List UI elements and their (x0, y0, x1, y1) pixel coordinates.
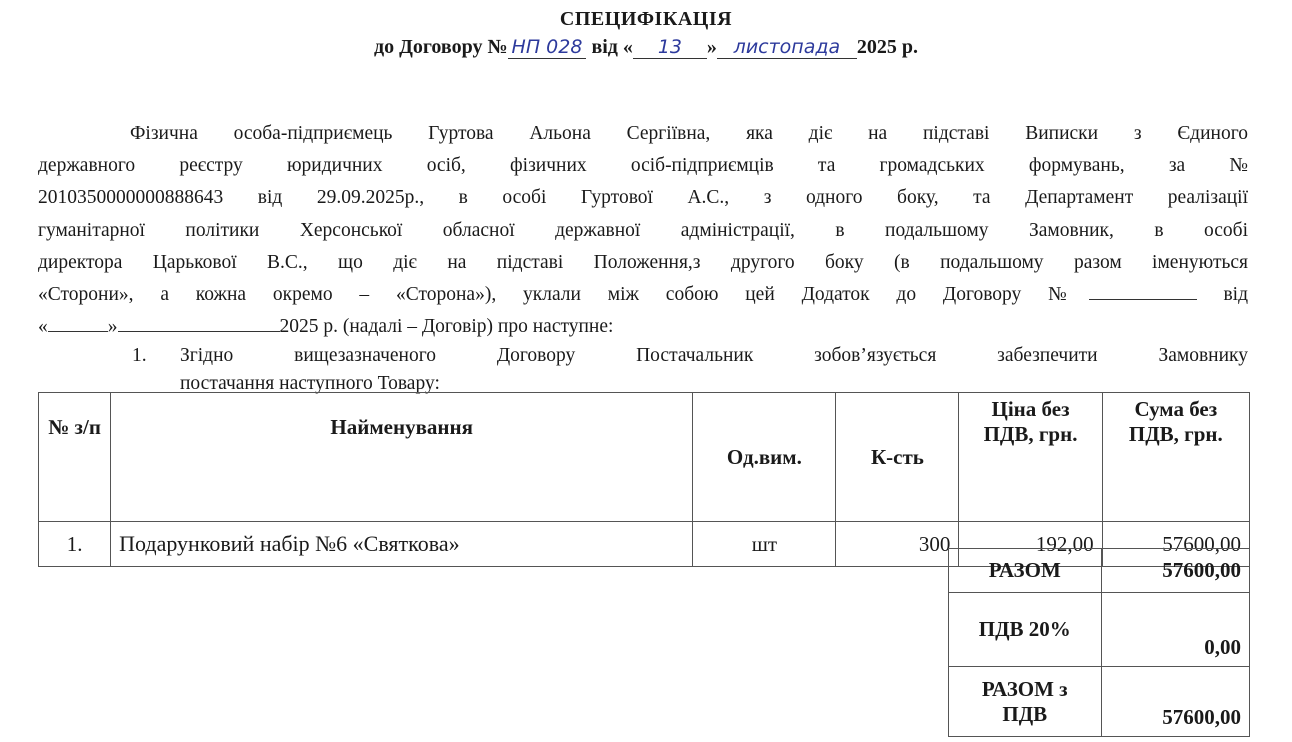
paragraph-line-text: Фізична особа-підприємець Гуртова Альона Сергіївна, яка діє на підставі Виписки з Єдиного (130, 123, 1248, 144)
subtitle-mid: від « (591, 36, 633, 58)
contract-number-handwritten: НП 028 (508, 36, 587, 59)
header-sum: Сума без ПДВ, грн. (1102, 393, 1249, 522)
paragraph-line (38, 118, 1248, 150)
cell-price: 192,00 (959, 522, 1102, 567)
total-row (949, 549, 1250, 593)
subtitle-suffix: 2025 р. (856, 36, 919, 58)
total-with-vat-row (949, 667, 1250, 737)
paragraph-line: директора Царькової В.С., що діє на підставі Положення,з другого боку (в подальшому разом іменуються (38, 251, 1248, 273)
blank-day (48, 313, 108, 332)
paragraph-line-text: 2025 р. (надалі – Договір) про наступне: (279, 316, 614, 338)
cell-unit: шт (693, 522, 836, 567)
paragraph-line: державного реєстру юридичних осіб, фізичних осіб-підприємців та громадських формувань, за № (38, 155, 1248, 177)
total-with-vat-label: РАЗОМ з ПДВ (949, 667, 1102, 737)
paragraph-line-text: «Сторони», а кожна окремо – «Сторона»), уклали між собою цей Додаток до Договору № (38, 284, 1089, 306)
header-unit: Од.вим. (693, 393, 836, 522)
cell-qty: 300 (836, 522, 959, 567)
paragraph-line (38, 279, 1248, 311)
cell-name: Подарунковий набір №6 «Святкова» (111, 522, 693, 567)
open-quote: « (38, 316, 48, 338)
header-name: Найменування (111, 393, 693, 522)
total-label: РАЗОМ (949, 549, 1102, 593)
paragraph-line: 2010350000000888643 від 29.09.2025р., в особі Гуртової А.С., з одного боку, та Департамент реалізації (38, 187, 1248, 209)
subtitle-prefix: до Договору № (373, 36, 508, 58)
blank-month (118, 313, 280, 332)
vat-row (949, 593, 1250, 667)
close-quote: » (107, 316, 118, 338)
clause-line: Згідно вищезазначеного Договору Постачальник зобов’язується забезпечити Замовнику (180, 345, 1248, 366)
cell-sum: 57600,00 (1102, 522, 1249, 567)
totals-table (948, 548, 1250, 737)
header-qty: К-сть (836, 393, 959, 522)
header-number: № з/п (39, 393, 111, 522)
document-title: СПЕЦИФІКАЦІЯ (559, 8, 733, 30)
preamble-paragraph (38, 118, 1248, 343)
vat-value: 0,00 (1101, 593, 1249, 667)
subtitle-close-quote: » (706, 36, 717, 58)
paragraph-line (38, 311, 1248, 343)
contract-month-handwritten: листопада (717, 36, 857, 59)
paragraph-line: гуманітарної політики Херсонської обласної державної адміністрації, в подальшому Замовник, в особі (38, 219, 1248, 241)
header-price: Ціна без ПДВ, грн. (959, 393, 1102, 522)
document-subtitle (0, 36, 1292, 59)
clause-1 (132, 342, 1248, 398)
total-value: 57600,00 (1101, 549, 1249, 593)
cell-number: 1. (39, 522, 111, 567)
paragraph-line-tail: від (1223, 284, 1248, 306)
contract-day-handwritten: 13 (633, 36, 707, 59)
total-with-vat-value: 57600,00 (1101, 667, 1249, 737)
clause-number: 1. (132, 345, 147, 366)
specification-table (38, 392, 1250, 567)
clause-line: постачання наступного Товару: (180, 373, 440, 394)
blank-contract-number (1089, 281, 1197, 300)
vat-label: ПДВ 20% (949, 593, 1102, 667)
table-header-row (39, 393, 1250, 522)
